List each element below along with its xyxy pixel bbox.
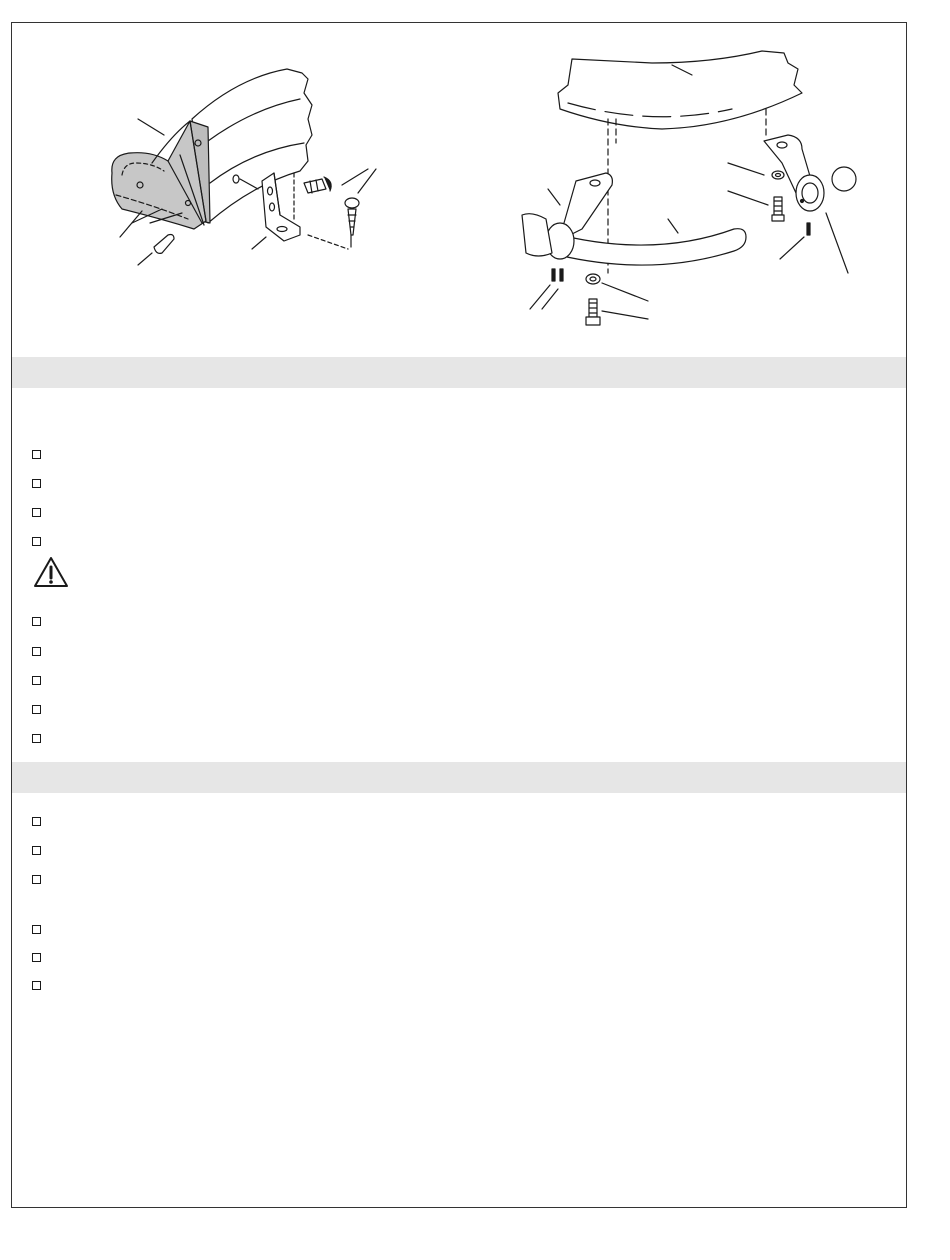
right-bolt-set (772, 171, 784, 221)
checkbox-icon (32, 705, 41, 714)
checkbox-icon (32, 676, 41, 685)
checkbox-icon (32, 817, 41, 826)
instruction-page (11, 22, 907, 1208)
checkbox-icon (32, 846, 41, 855)
center-bolt-set (586, 274, 600, 325)
left-assembly-figure (112, 69, 376, 265)
section-header-band-1 (12, 357, 906, 388)
checkbox-icon (32, 479, 41, 488)
arm-rail (552, 229, 746, 265)
wood-screw-part (304, 177, 331, 193)
checkbox-icon (32, 537, 41, 546)
checkbox-icon (32, 450, 41, 459)
assembly-illustrations (12, 23, 906, 357)
warning-icon (32, 555, 70, 589)
checkbox-icon (32, 925, 41, 934)
seat-section (558, 51, 802, 129)
checkbox-icon (32, 647, 41, 656)
section-header-band-2 (12, 762, 906, 793)
left-rail-bracket (522, 173, 612, 281)
checkbox-icon (32, 617, 41, 626)
checkbox-icon (32, 875, 41, 884)
checkbox-icon (32, 981, 41, 990)
checkbox-icon (32, 734, 41, 743)
checkbox-icon (32, 508, 41, 517)
dowel-part (138, 235, 174, 266)
arm-plate (112, 121, 206, 229)
round-head-screw-part (345, 198, 359, 247)
checkbox-icon (32, 953, 41, 962)
right-assembly-figure (522, 51, 856, 325)
